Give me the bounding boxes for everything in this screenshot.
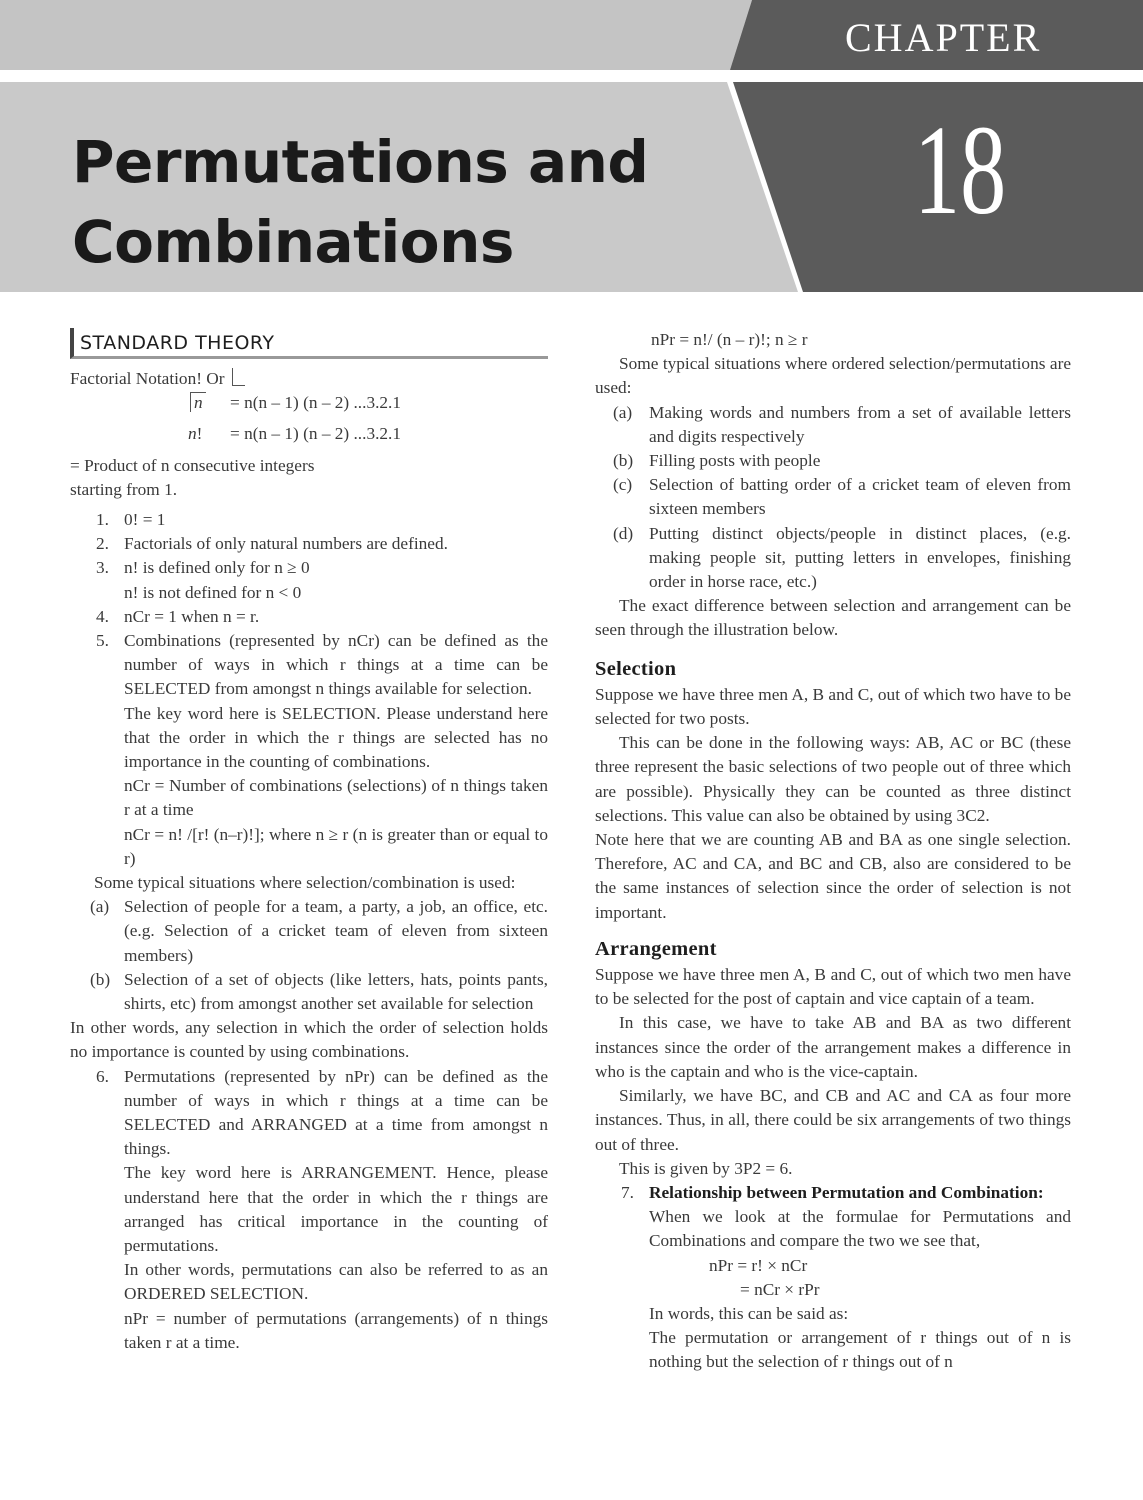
selection-para-1: Suppose we have three men A, B and C, out of which two have to be selected for two posts. — [595, 684, 1071, 729]
npr-formula: nPr = n!/ (n – r)!; n ≥ r — [651, 330, 808, 349]
list-item-1: 1. 0! = 1 — [96, 509, 166, 529]
arrangement-para-1: Suppose we have three men A, B and C, out of which two men have to be selected for the post of captain and vice captain of a team. — [595, 965, 1071, 1009]
factorial-symbol-icon — [232, 368, 245, 386]
permutation-example-d: (d) Putting distinct objects/people in distinct places, (e.g. making people sit, putting letters in envelopes, finishing order in horse race, etc.) — [613, 523, 1071, 592]
typical-permutation-intro: Some typical situations where ordered selection/permutations are used: — [595, 354, 1071, 398]
relationship-para-1: When we look at the formulae for Permutations and Combinations and compare the two we see that, — [649, 1207, 1071, 1251]
ordered-selection: In other words, permutations can also be referred to as an ORDERED SELECTION. — [124, 1260, 548, 1304]
right-column — [595, 328, 1071, 1375]
factorial-line-1: n = n(n – 1) (n – 2) ...3.2.1 — [70, 391, 548, 415]
section-title-standard-theory: STANDARD THEORY — [70, 328, 548, 359]
key-word-arrangement: The key word here is ARRANGEMENT. Hence, please understand here that the order in which the r things are arranged has critical importance in the counting of permutations. — [124, 1163, 548, 1256]
list-item-4: 4. nCr = 1 when n = r. — [96, 606, 260, 626]
list-item-5: 5. Combinations (represented by nCr) can be defined as the number of ways in which r things at a time can be SELECTED from amongst n things available for selection. — [96, 631, 548, 699]
chapter-title — [72, 122, 692, 282]
selection-para-2: This can be done in the following ways: AB, AC or BC (these three represent the basic selections of two people out of three which are possible). Physically they can be counted as three distinct selections. This value can also be obtained by using 3C2. — [595, 733, 1071, 825]
relationship-formula-2: = nCr × rPr — [740, 1279, 820, 1299]
permutation-example-c: (c) Selection of batting order of a cricket team of eleven from sixteen members — [613, 475, 1071, 519]
key-word-selection: The key word here is SELECTION. Please understand here that the order in which the r things are selected has no importance in the counting of combinations. — [124, 703, 548, 772]
chapter-title-line2: Combinations — [72, 208, 514, 276]
chapter-title-line1: Permutations and — [72, 128, 649, 196]
other-words-combinations: In other words, any selection in which the order of selection holds no importance is counted by using combinations. — [70, 1018, 548, 1062]
list-item-7: 7. Relationship between Permutation and Combination: — [621, 1182, 1044, 1202]
combination-example-a: (a) Selection of people for a team, a party, a job, an office, etc. (e.g. Selection of a cricket team of eleven from sixteen members) — [90, 897, 548, 965]
chapter-header — [0, 0, 1143, 300]
relationship-heading: Relationship between Permutation and Combination: — [649, 1182, 1044, 1202]
product-line-1: = Product of n consecutive integers — [70, 455, 315, 475]
ncr-formula: nCr = n! /[r! (n–r)!]; where n ≥ r (n is greater than or equal to r) — [124, 824, 548, 868]
exact-difference: The exact difference between selection and arrangement can be seen through the illustration below. — [595, 596, 1071, 640]
permutation-example-a: (a) Making words and numbers from a set of available letters and digits respectively — [613, 402, 1071, 446]
left-column — [70, 328, 548, 1355]
product-line-2: starting from 1. — [70, 479, 178, 499]
relationship-formula-1: nPr = r! × nCr — [709, 1255, 808, 1275]
typical-combination-intro: Some typical situations where selection/combination is used: — [94, 873, 516, 893]
relationship-para-2: In words, this can be said as: — [649, 1303, 849, 1323]
theory-list — [70, 508, 548, 871]
factorial-line-2: n! = n(n – 1) (n – 2) ...3.2.1 — [188, 424, 402, 444]
list-item-6: 6. Permutations (represented by nPr) can be defined as the number of ways in which r things at a time can be SELECTED and ARRANGED at a time from amongst n things. — [96, 1066, 548, 1159]
list-item-3: 3. n! is defined only for n ≥ 0 — [96, 558, 310, 578]
arrangement-heading: Arrangement — [595, 937, 717, 960]
chapter-label: CHAPTER — [845, 15, 1042, 60]
list-item-2: 2. Factorials of only natural numbers are defined. — [96, 534, 448, 554]
list-item-3-cont: n! is not defined for n < 0 — [124, 582, 302, 602]
arrangement-para-3: Similarly, we have BC, and CB and AC and CA as four more instances. Thus, in all, there could be six arrangements of two things out of three. — [595, 1086, 1071, 1154]
permutation-example-b: (b) Filling posts with people — [613, 451, 821, 471]
combination-example-b: (b) Selection of a set of objects (like letters, hats, points pants, shirts, etc) from amongst another set available for selection — [90, 969, 548, 1014]
arrangement-para-2: In this case, we have to take AB and BA as two different instances since the order of the arrangement makes a difference in who is the captain and who is the vice-captain. — [595, 1013, 1071, 1081]
npr-definition: nPr = number of permutations (arrangements) of n things taken r at a time. — [124, 1308, 548, 1352]
chapter-number: 18 — [914, 99, 1007, 241]
arrangement-para-4: This is given by 3P2 = 6. — [619, 1158, 793, 1178]
relationship-para-3: The permutation or arrangement of r things out of n is nothing but the selection of r things out of n — [649, 1328, 1071, 1372]
ncr-definition: nCr = Number of combinations (selections) of n things taken r at a time — [124, 776, 548, 820]
selection-para-3: Note here that we are counting AB and BA as one single selection. Therefore, AC and CA, and BC and CB, also are considered to be the same instances of selection since the order of selection is not important. — [595, 830, 1071, 922]
top-strip — [0, 0, 752, 70]
selection-heading: Selection — [595, 657, 677, 680]
factorial-intro: Factorial Notation! Or — [70, 367, 548, 391]
